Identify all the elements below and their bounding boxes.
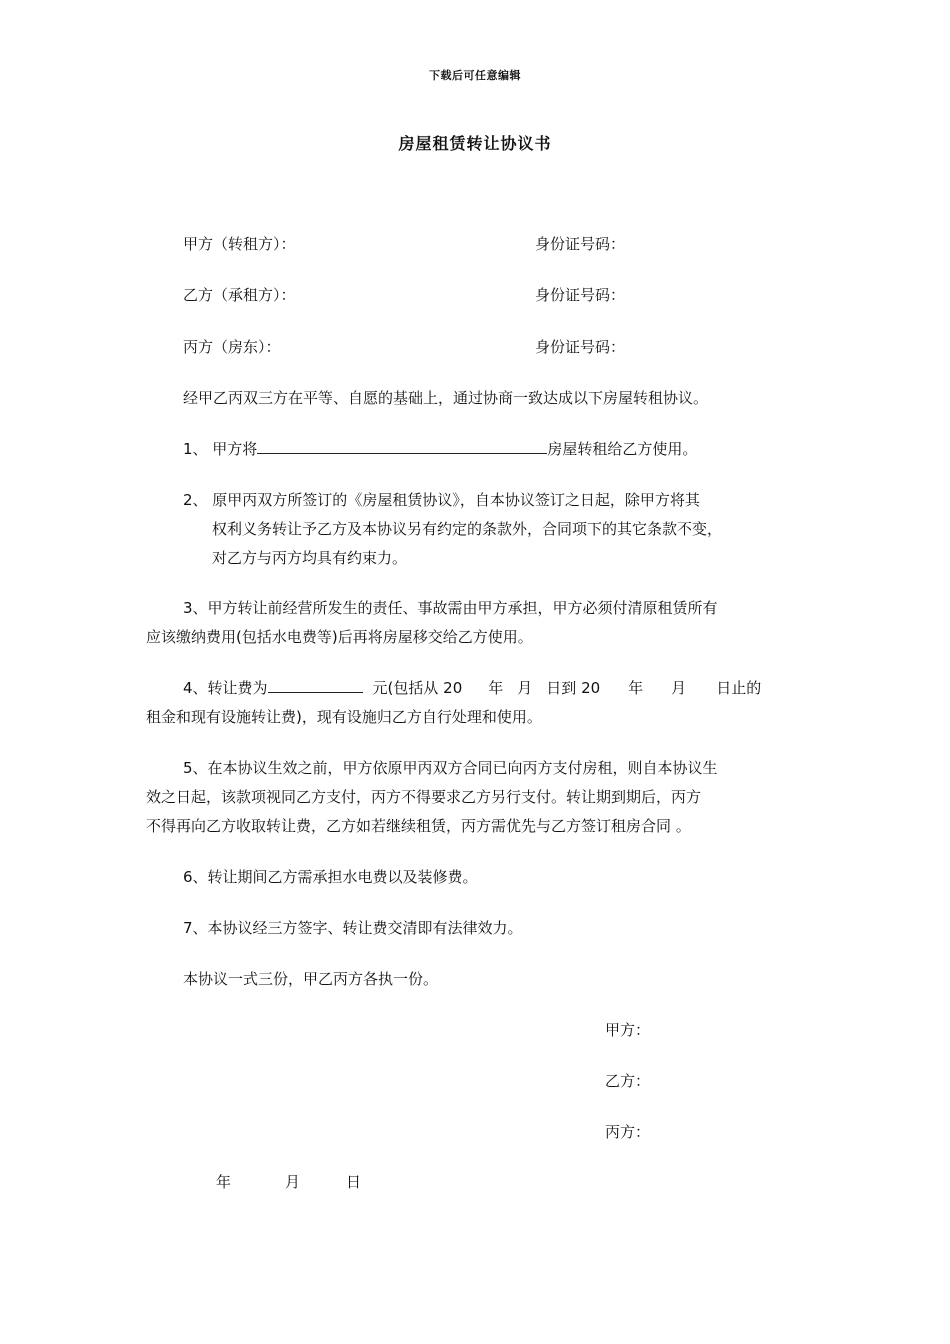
document-title: 房屋租赁转让协议书: [398, 134, 552, 153]
clause-4-year-1: 年: [488, 679, 504, 697]
clause-2-line-3: 对乙方与丙方均具有约束力。: [212, 549, 408, 567]
download-note: 下载后可任意编辑: [429, 69, 521, 82]
clause-4-year-2: 年: [628, 679, 644, 697]
clause-2-line-2: 权利义务转让予乙方及本协议另有约定的条款外，合同项下的其它条款不变，: [212, 520, 723, 538]
clause-1-prefix: 1、 甲方将: [183, 440, 258, 458]
clause-3-line-2: 应该缴纳费用(包括水电费等)后再将房屋移交给乙方使用。: [146, 628, 533, 646]
signature-party-b: 乙方：: [605, 1072, 651, 1090]
clause-3-line-1: 3、甲方转让前经营所发生的责任、事故需由甲方承担，甲方必须付清原租赁所有: [183, 599, 718, 617]
copies-statement: 本协议一式三份，甲乙丙方各执一份。: [183, 970, 439, 988]
party-b-label: 乙方（承租方）：: [183, 286, 296, 304]
date-day: 日: [346, 1173, 362, 1191]
clause-4-month-1: 月: [517, 679, 533, 697]
clause-4-text-from: 元(包括从 20: [372, 679, 463, 697]
party-b-id-label: 身份证号码：: [535, 286, 626, 304]
clause-4-day-to: 日到 20: [546, 679, 601, 697]
clause-5-line-3: 不得再向乙方收取转让费，乙方如若继续租赁，丙方需优先与乙方签订租房合同 。: [146, 817, 691, 835]
clause-4-month-2: 月: [671, 679, 687, 697]
clause-2-line-1: 2、 原甲丙双方所签订的《房屋租赁协议》，自本协议签订之日起，除甲方将其: [183, 491, 700, 509]
clause-4-line-1: [183, 678, 761, 698]
clause-4-day-end: 日止的: [716, 679, 762, 697]
clause-4-line-2: 租金和现有设施转让费)，现有设施归乙方自行处理和使用。: [146, 708, 542, 726]
intro-paragraph: 经甲乙丙双三方在平等、自愿的基础上，通过协商一致达成以下房屋转租协议。: [183, 389, 709, 407]
clause-5-line-1: 5、在本协议生效之前，甲方依原甲丙双方合同已向丙方支付房租，则自本协议生: [183, 759, 718, 777]
clause-1: [183, 439, 697, 459]
party-a-id-label: 身份证号码：: [535, 235, 626, 253]
party-a-label: 甲方（转租方）：: [183, 235, 296, 253]
signature-party-c: 丙方：: [605, 1123, 651, 1141]
clause-7: 7、本协议经三方签字、转让费交清即有法律效力。: [183, 919, 523, 937]
party-c-id-label: 身份证号码：: [535, 338, 626, 356]
signing-date: [216, 1172, 361, 1192]
date-year: 年: [216, 1173, 232, 1191]
clause-6: 6、转让期间乙方需承担水电费以及装修费。: [183, 868, 478, 886]
signature-party-a: 甲方：: [605, 1021, 651, 1039]
date-month: 月: [285, 1173, 301, 1191]
property-blank: [257, 439, 547, 454]
fee-blank: [268, 678, 363, 693]
clause-1-suffix: 房屋转租给乙方使用。: [547, 440, 698, 458]
clause-4-text-fee: 4、转让费为: [183, 679, 268, 697]
party-c-label: 丙方（房东）：: [183, 338, 281, 356]
clause-5-line-2: 效之日起，该款项视同乙方支付，丙方不得要求乙方另行支付。转让期到期后，丙方: [146, 788, 702, 806]
